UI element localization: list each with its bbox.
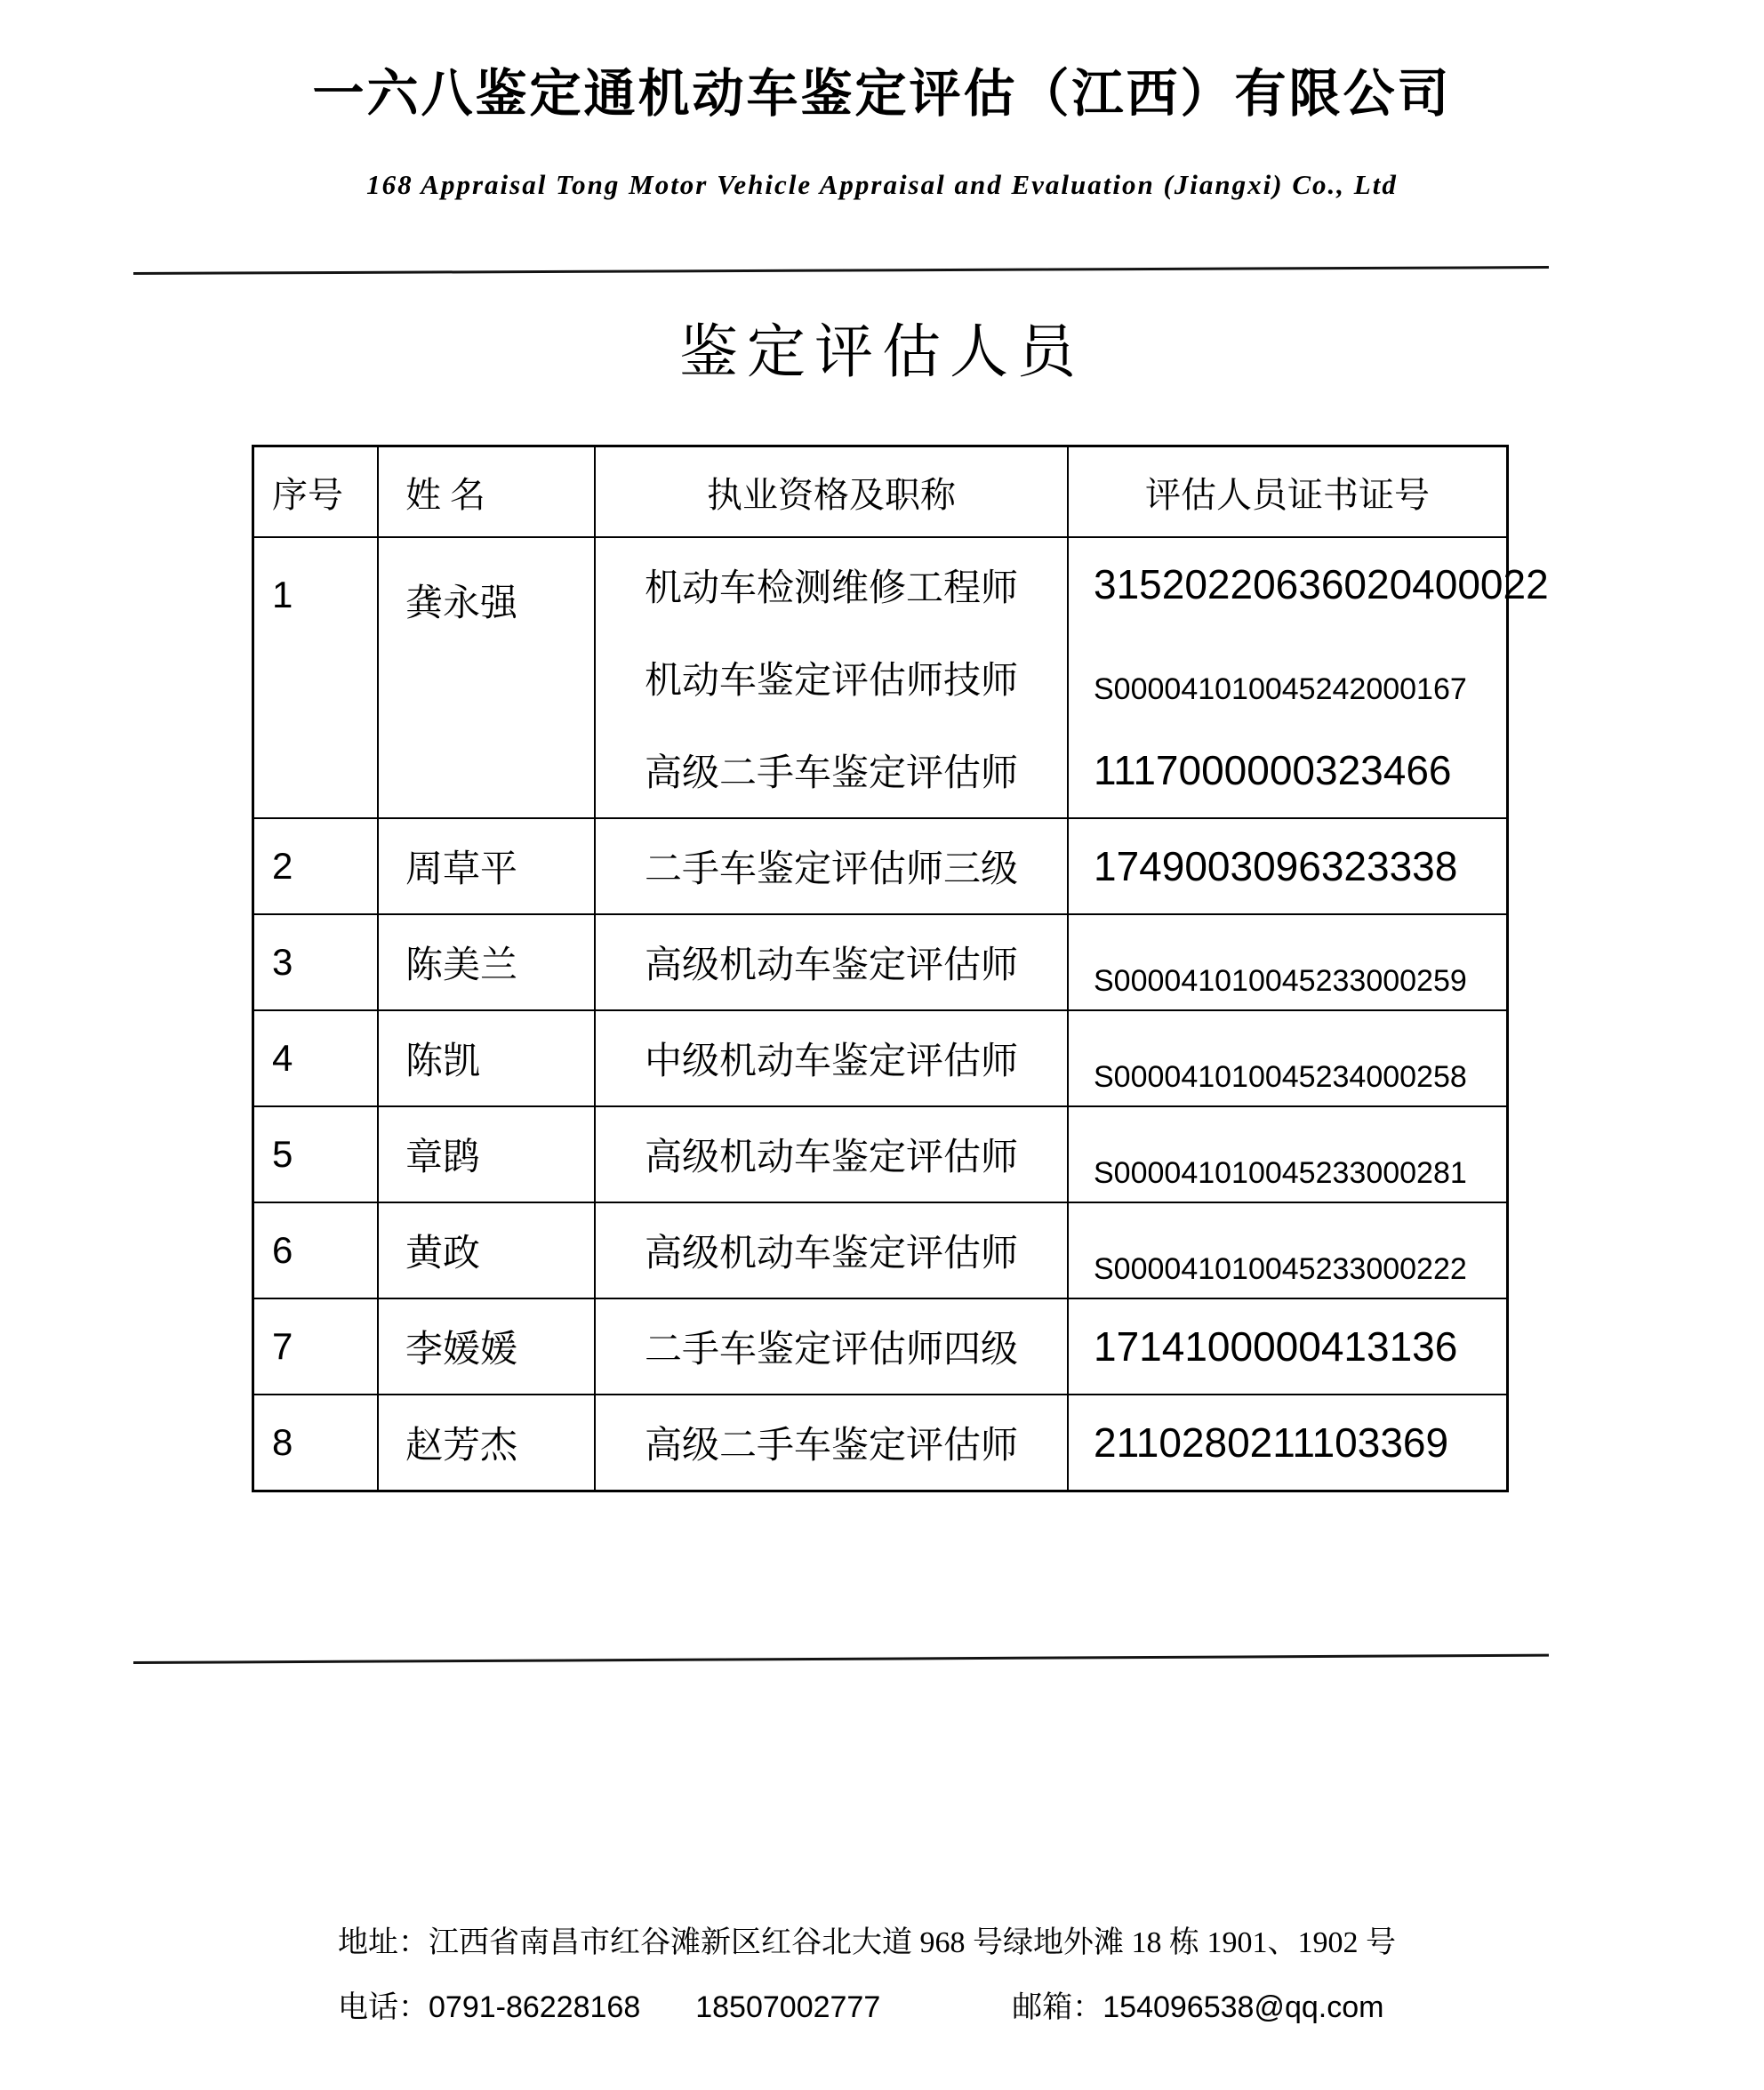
company-name-en: 168 Appraisal Tong Motor Vehicle Appraisal and Evaluation (Jiangxi) Co., Ltd: [366, 169, 1398, 200]
phone-number-2: 18507002777: [695, 1990, 881, 2024]
row-no: 5: [254, 1107, 379, 1202]
certificate-number: S000041010045233000222: [1094, 1252, 1467, 1286]
row-no: 3: [254, 915, 379, 1009]
row-certificates: [1069, 538, 1549, 817]
address-label: 地址：: [338, 1926, 429, 1959]
qualification-text: 二手车鉴定评估师三级: [596, 819, 1069, 913]
row-no: 8: [254, 1395, 379, 1490]
column-header-certificate: 评估人员证书证号: [1145, 474, 1430, 515]
table-row: [254, 915, 1506, 1011]
row-name: 龚永强: [379, 538, 596, 817]
column-header-qualification: 执业资格及职称: [596, 447, 1069, 536]
qualification-text: 高级二手车鉴定评估师: [644, 752, 1018, 794]
row-name: 赵芳杰: [379, 1395, 596, 1490]
row-no: 4: [254, 1011, 379, 1105]
row-name: 李媛媛: [379, 1299, 596, 1394]
page-title: 鉴定评估人员: [679, 320, 1085, 385]
table-row: [254, 1395, 1506, 1490]
qualification-text: 机动车检测维修工程师: [644, 566, 1018, 608]
row-no: 6: [254, 1203, 379, 1298]
address-value: 江西省南昌市红谷滩新区红谷北大道 968 号绿地外滩 18 栋 1901、1902 号: [429, 1926, 1396, 1959]
qualification-text: 中级机动车鉴定评估师: [596, 1011, 1069, 1105]
phone-number-1: 0791-86228168: [429, 1990, 641, 2024]
certificate-number: 1714100000413136: [1094, 1323, 1458, 1370]
table-row: [254, 1011, 1506, 1107]
table-row: [254, 1107, 1506, 1203]
certificate-number: 31520220636020400022: [1094, 561, 1549, 608]
qualification-text: 高级机动车鉴定评估师: [596, 1107, 1069, 1202]
row-name: 黄政: [379, 1203, 596, 1298]
row-no: 2: [254, 819, 379, 913]
table-header-row: [254, 447, 1506, 538]
column-header-name: 姓 名: [379, 447, 596, 536]
personnel-table: [252, 445, 1549, 1492]
certificate-number: 2110280211103369: [1094, 1419, 1449, 1466]
certificate-number: S000041010045234000258: [1094, 1060, 1467, 1094]
table-row: [254, 538, 1549, 819]
company-name-cn: 一六八鉴定通机动车鉴定评估（江西）有限公司: [312, 65, 1452, 123]
certificate-number: S000041010045233000281: [1094, 1156, 1467, 1190]
qualification-text: 高级机动车鉴定评估师: [596, 1203, 1069, 1298]
qualification-text: 高级二手车鉴定评估师: [596, 1395, 1069, 1490]
row-name: 章鹍: [379, 1107, 596, 1202]
footer-contact-line: [338, 1982, 1396, 2026]
footer-divider-line: [133, 1654, 1549, 1664]
certificate-number: S000041010045233000259: [1094, 964, 1467, 998]
phone-label: 电话：: [338, 1991, 429, 2024]
row-name: 周草平: [379, 819, 596, 913]
qualification-text: 高级机动车鉴定评估师: [596, 915, 1069, 1009]
qualification-text: 二手车鉴定评估师四级: [596, 1299, 1069, 1394]
row-no: 1: [254, 538, 379, 817]
row-qualifications: [596, 538, 1069, 817]
footer-address-line: [338, 1917, 1396, 1961]
row-name: 陈美兰: [379, 915, 596, 1009]
table-row: [254, 1299, 1506, 1395]
email-label: 邮箱：: [1012, 1991, 1103, 2024]
table-row: [254, 1203, 1506, 1299]
footer: [338, 1917, 1396, 2026]
row-no: 7: [254, 1299, 379, 1394]
email-value: 154096538@qq.com: [1102, 1990, 1384, 2024]
qualification-text: 机动车鉴定评估师技师: [644, 658, 1018, 701]
row-name: 陈凯: [379, 1011, 596, 1105]
header-divider-line: [133, 266, 1549, 275]
table-row: [254, 819, 1506, 915]
certificate-number: S000041010045242000167: [1094, 671, 1467, 706]
column-header-no: 序号: [254, 447, 379, 536]
certificate-number: 1117000000323466: [1094, 746, 1452, 793]
certificate-number: 1749003096323338: [1094, 843, 1458, 889]
